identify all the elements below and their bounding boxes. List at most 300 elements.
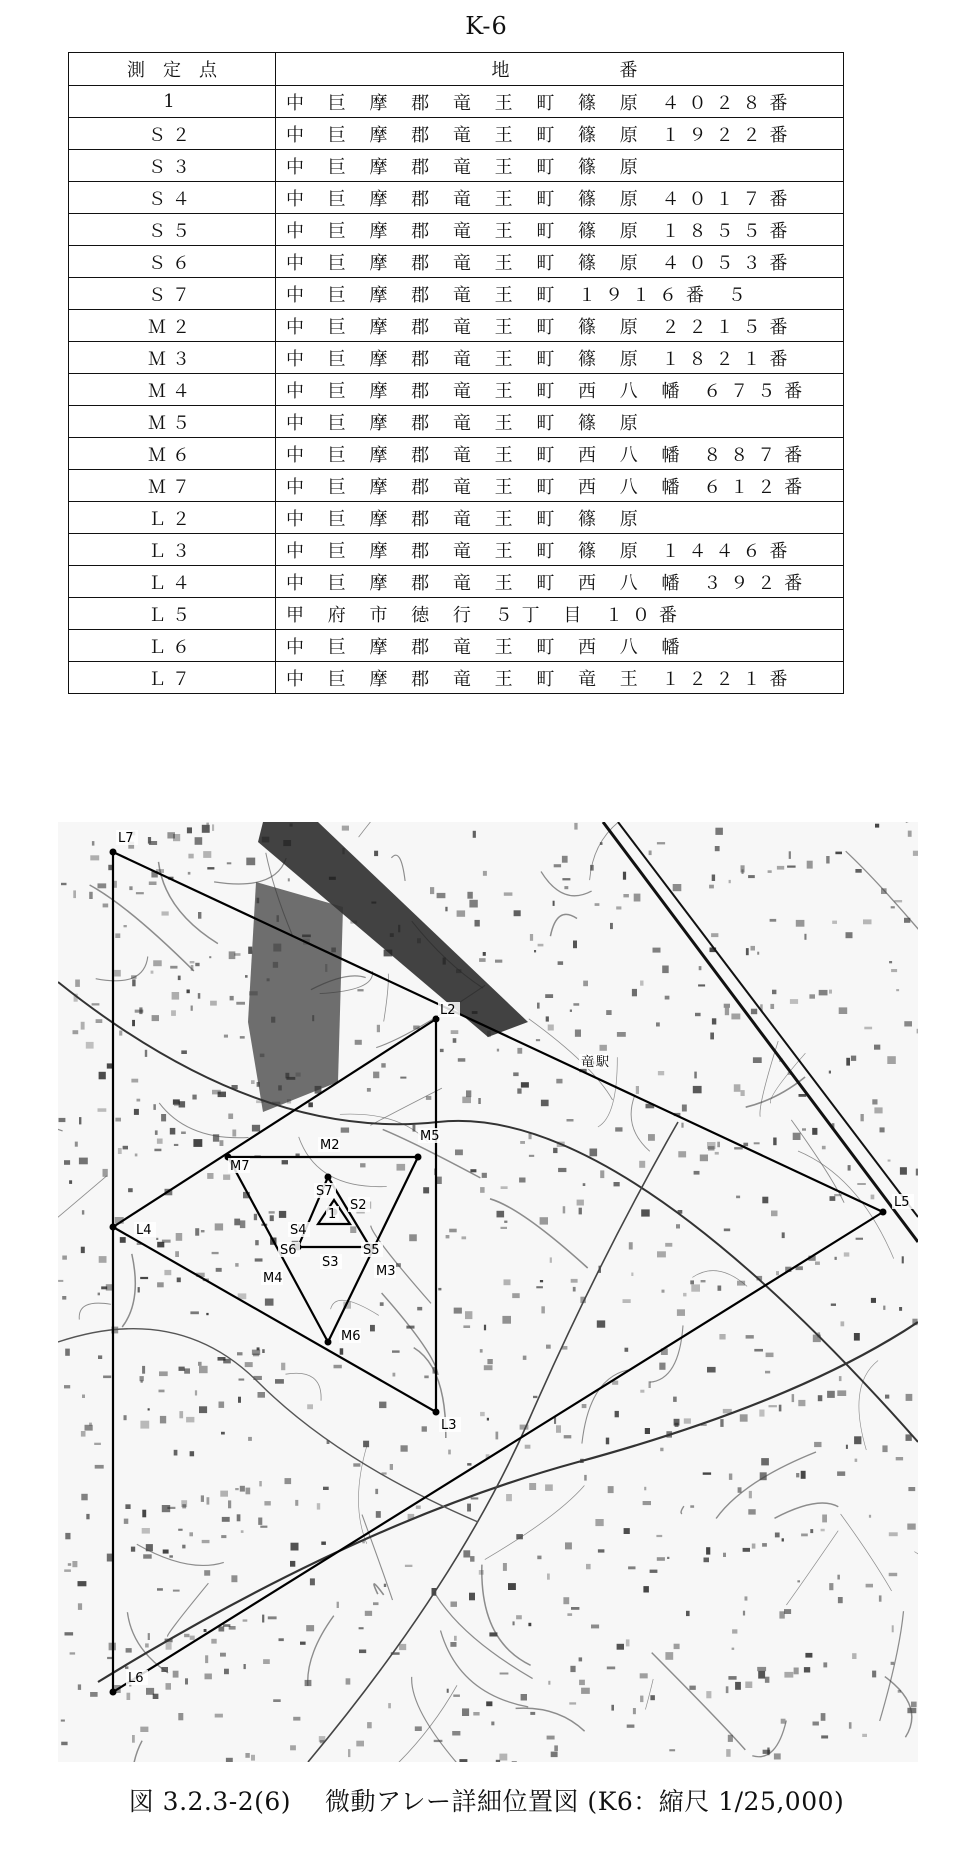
map-building	[355, 1040, 362, 1045]
point-id-cell: Ｌ２	[69, 502, 276, 534]
map-building	[706, 1547, 710, 1554]
map-building	[871, 1298, 876, 1303]
map-building	[415, 1726, 422, 1731]
map-building	[662, 1290, 665, 1293]
map-building	[743, 1143, 748, 1147]
map-building	[883, 1306, 885, 1310]
map-building	[467, 1463, 471, 1466]
map-building	[170, 966, 177, 969]
map-building	[356, 1741, 364, 1747]
map-building	[149, 841, 157, 845]
map-building	[103, 1376, 111, 1379]
map-building	[487, 1359, 492, 1364]
map-building	[574, 823, 577, 830]
point-id-cell: Ｌ４	[69, 566, 276, 598]
map-building	[821, 1529, 825, 1532]
address-cell: 中 巨 摩 郡 竜 王 町 西 八 幡 ８８７番	[276, 438, 844, 470]
map-building	[707, 1367, 716, 1373]
map-building	[120, 1237, 126, 1243]
map-building	[790, 999, 798, 1004]
map-building	[741, 1090, 745, 1096]
map-building	[142, 1528, 150, 1534]
map-building	[660, 1448, 663, 1452]
map-building	[837, 1471, 845, 1476]
map-building	[207, 1497, 210, 1504]
map-building	[222, 1517, 230, 1522]
map-building	[789, 851, 791, 859]
map-building	[896, 989, 899, 991]
map-building	[114, 970, 121, 977]
map-building	[416, 1506, 421, 1509]
map-building	[246, 858, 255, 866]
map-label-m2: M2	[320, 1138, 340, 1153]
map-building	[129, 886, 132, 890]
map-building	[807, 861, 813, 869]
map-building	[617, 1032, 626, 1037]
map-building	[64, 1385, 70, 1388]
map-building	[473, 1712, 479, 1716]
map-building	[758, 1671, 765, 1679]
map-building	[598, 1549, 605, 1552]
map-building	[732, 1629, 737, 1633]
map-building	[640, 981, 643, 986]
table-row	[69, 214, 844, 246]
map-building	[480, 1412, 485, 1416]
map-building	[837, 1575, 840, 1580]
map-building	[579, 1208, 582, 1215]
map-building	[103, 904, 109, 908]
map-building	[501, 1186, 508, 1189]
map-building	[258, 1518, 262, 1525]
map-building	[891, 906, 895, 908]
map-label-s2: S2	[350, 1198, 367, 1213]
map-building	[818, 1395, 823, 1401]
map-building	[107, 1554, 112, 1562]
map-building	[861, 1114, 864, 1121]
map-building	[179, 1367, 185, 1371]
map-building	[172, 992, 180, 1000]
map-building	[563, 1597, 569, 1604]
map-building	[148, 1633, 150, 1640]
table-row	[69, 406, 844, 438]
map-building	[161, 1114, 166, 1121]
map-building	[162, 911, 169, 915]
map-label-l5: L5	[894, 1195, 910, 1210]
map-building	[759, 1410, 764, 1417]
map-building	[479, 958, 486, 962]
map-building	[875, 824, 879, 828]
map-building	[649, 851, 652, 856]
map-building	[523, 1356, 527, 1360]
map-building	[640, 1696, 643, 1703]
map-building	[207, 1173, 213, 1179]
map-building	[731, 1014, 740, 1020]
map-building	[827, 1391, 835, 1398]
map-building	[855, 869, 861, 873]
map-building	[691, 1284, 700, 1291]
map-building	[822, 1515, 827, 1523]
map-building	[829, 1071, 831, 1074]
map-building	[662, 966, 669, 974]
map-building	[906, 1394, 913, 1401]
map-building	[463, 1325, 470, 1328]
map-building	[348, 1749, 350, 1757]
map-building	[59, 1118, 66, 1122]
map-building	[665, 996, 670, 1000]
map-building	[148, 1408, 150, 1410]
map-building	[467, 1504, 471, 1512]
map-building	[237, 1352, 243, 1355]
map-building	[68, 1563, 71, 1566]
map-building	[98, 1108, 107, 1112]
map-building	[212, 1252, 219, 1254]
map-svg	[58, 822, 918, 1762]
address-cell: 中 巨 摩 郡 竜 王 町 篠 原 ２２１５番	[276, 310, 844, 342]
map-building	[99, 1256, 107, 1263]
map-building	[837, 1390, 846, 1396]
map-building	[567, 1613, 572, 1616]
table-row	[69, 278, 844, 310]
map-building	[804, 1667, 810, 1672]
map-building	[636, 1086, 639, 1094]
map-building	[224, 1035, 228, 1038]
map-building	[455, 1150, 463, 1156]
map-building	[238, 1397, 241, 1403]
map-building	[482, 1173, 487, 1178]
map-building	[206, 823, 209, 829]
map-building	[448, 1450, 451, 1455]
map-building	[626, 1639, 630, 1646]
map-building	[375, 1489, 378, 1494]
map-building	[445, 907, 447, 912]
map-building	[648, 1134, 655, 1141]
map-building	[229, 951, 236, 959]
map-building	[656, 1535, 662, 1537]
map-building	[245, 1362, 253, 1367]
map-building	[669, 1749, 675, 1751]
map-building	[300, 1642, 306, 1645]
point-id-cell: Ｓ６	[69, 246, 276, 278]
map-building	[141, 1380, 143, 1383]
map-building	[163, 1550, 169, 1554]
map-building	[392, 1350, 400, 1352]
map-building	[796, 920, 805, 927]
map-building	[695, 1013, 701, 1016]
map-building	[205, 1655, 208, 1663]
map-building	[281, 1363, 285, 1371]
map-building	[251, 1080, 255, 1084]
map-building	[844, 1252, 850, 1256]
map-building	[748, 875, 755, 878]
map-building	[370, 1325, 375, 1332]
address-cell: 中 巨 摩 郡 竜 王 町 篠 原 ４０５３番	[276, 246, 844, 278]
map-building	[78, 1684, 81, 1690]
map-building	[502, 1316, 511, 1324]
map-building	[658, 1071, 664, 1075]
map-building	[546, 1345, 551, 1349]
map-building	[240, 1036, 245, 1039]
map-label-l6: L6	[128, 1671, 144, 1686]
map-building	[473, 831, 476, 838]
map-building	[715, 828, 723, 835]
map-building	[766, 1353, 774, 1358]
map-building	[545, 1484, 553, 1491]
map-building	[157, 1588, 163, 1591]
map-building	[188, 872, 191, 875]
map-building	[548, 1681, 550, 1685]
point-id-cell: Ｍ６	[69, 438, 276, 470]
map-label-駅: 駅	[596, 1055, 610, 1070]
map-building	[480, 1349, 483, 1353]
map-building	[145, 1643, 149, 1647]
map-building	[191, 1006, 193, 1011]
map-building	[570, 1666, 575, 1672]
map-building	[423, 1187, 429, 1193]
map-building	[530, 934, 533, 941]
map-building	[216, 1268, 222, 1272]
map-building	[866, 1584, 873, 1588]
map-building	[712, 875, 715, 882]
map-building	[264, 1501, 270, 1505]
map-building	[762, 1543, 767, 1547]
map-building	[452, 1731, 460, 1736]
map-building	[160, 1416, 166, 1424]
map-building	[902, 1256, 904, 1263]
map-building	[447, 1689, 449, 1693]
map-building	[260, 1526, 267, 1528]
map-building	[586, 1564, 591, 1569]
map-background	[58, 822, 918, 1762]
map-building	[438, 1288, 441, 1291]
map-building	[317, 1503, 320, 1509]
map-building	[787, 866, 796, 868]
map-label-l3: L3	[441, 1418, 457, 1433]
map-building	[275, 1379, 284, 1384]
map-building	[681, 1123, 683, 1128]
map-building	[911, 1702, 917, 1708]
map-building	[573, 1003, 579, 1006]
map-building	[712, 1018, 716, 1024]
map-building	[478, 1098, 481, 1104]
map-building	[584, 1475, 587, 1481]
map-building	[615, 1127, 622, 1131]
map-building	[359, 1650, 366, 1654]
map-building	[553, 901, 555, 906]
map-building	[282, 1160, 288, 1164]
map-building	[173, 1671, 179, 1678]
map-building	[629, 1242, 633, 1249]
table-body	[69, 86, 844, 694]
map-building	[359, 1627, 364, 1629]
map-building	[360, 1163, 365, 1167]
map-building	[611, 1705, 614, 1711]
map-building	[157, 1242, 164, 1248]
map-building	[223, 1624, 230, 1627]
map-building	[205, 1674, 212, 1680]
map-building	[381, 1063, 385, 1067]
map-building	[89, 892, 93, 899]
map-building	[153, 1694, 159, 1699]
map-building	[798, 1400, 805, 1406]
map-building	[149, 882, 157, 886]
map-building	[694, 1072, 697, 1079]
map-building	[377, 1025, 380, 1032]
map-building	[801, 1471, 806, 1479]
map-building	[451, 1602, 458, 1607]
map-building	[257, 1347, 260, 1350]
map-building	[513, 1072, 518, 1076]
map-building	[508, 1583, 516, 1590]
map-building	[754, 1349, 763, 1352]
map-building	[218, 1357, 226, 1361]
map-building	[623, 894, 629, 897]
map-building	[765, 1677, 770, 1683]
point-id-cell: Ｌ３	[69, 534, 276, 566]
map-building	[458, 1058, 466, 1062]
map-building	[290, 1745, 296, 1750]
map-building	[384, 1584, 386, 1587]
map-building	[61, 1742, 67, 1746]
map-building	[745, 1596, 748, 1600]
map-building	[81, 1022, 85, 1030]
map-building	[75, 1142, 78, 1147]
header-point: 測 定 点	[69, 53, 276, 86]
array-point-marker	[415, 1154, 422, 1161]
map-building	[259, 1481, 262, 1486]
map-building	[623, 1299, 631, 1303]
map-building	[751, 1009, 757, 1015]
map-building	[244, 1664, 246, 1669]
map-building	[506, 1494, 512, 1501]
map-building	[823, 1662, 827, 1667]
array-point-marker	[433, 1409, 440, 1416]
map-building	[674, 1419, 680, 1426]
map-building	[874, 1107, 882, 1113]
map-building	[862, 1734, 867, 1737]
map-building	[307, 1404, 313, 1409]
map-building	[797, 1580, 800, 1582]
address-cell: 甲 府 市 徳 行 ５丁 目 １０番	[276, 598, 844, 630]
map-building	[904, 1021, 912, 1026]
map-building	[143, 1554, 152, 1558]
map-label-m5: M5	[420, 1129, 440, 1144]
map-label-m3: M3	[376, 1264, 396, 1279]
map-building	[813, 1722, 819, 1726]
map-building	[771, 1211, 778, 1217]
map-building	[323, 1487, 329, 1490]
map-building	[829, 990, 832, 994]
map-building	[899, 1307, 902, 1311]
map-building	[226, 1758, 233, 1762]
map-building	[741, 865, 745, 872]
map-building	[872, 1099, 877, 1104]
map-building	[715, 846, 720, 851]
location-map	[58, 822, 918, 1762]
map-building	[234, 1219, 240, 1226]
map-building	[430, 887, 434, 894]
map-building	[184, 1634, 189, 1637]
map-building	[73, 890, 76, 898]
map-building	[236, 1002, 245, 1005]
map-building	[465, 1311, 472, 1319]
map-building	[659, 1363, 665, 1370]
map-building	[554, 864, 561, 867]
map-building	[64, 1160, 70, 1165]
map-building	[913, 851, 918, 856]
point-id-cell: Ｓ２	[69, 118, 276, 150]
map-building	[400, 1077, 406, 1079]
map-building	[424, 1376, 428, 1379]
map-building	[363, 1441, 369, 1448]
map-building	[529, 1155, 534, 1157]
map-building	[373, 1072, 379, 1079]
map-building	[762, 1197, 768, 1204]
map-building	[487, 1418, 489, 1421]
map-building	[804, 934, 806, 940]
map-building	[719, 1334, 725, 1340]
map-building	[310, 1578, 315, 1585]
figure-caption: 図 3.2.3-2(6) 微動アレー詳細位置図 (K6：縮尺 1/25,000)	[128, 1787, 845, 1816]
map-building	[177, 1278, 181, 1283]
map-building	[202, 1540, 210, 1543]
map-building	[606, 1010, 611, 1015]
map-building	[700, 1155, 708, 1162]
table-row	[69, 502, 844, 534]
map-building	[634, 894, 641, 902]
map-building	[673, 1397, 677, 1402]
table-row	[69, 310, 844, 342]
map-building	[254, 1214, 257, 1220]
map-building	[262, 1615, 264, 1623]
map-building	[644, 1487, 646, 1491]
table-row	[69, 598, 844, 630]
map-building	[784, 1609, 791, 1614]
address-cell: 中 巨 摩 郡 竜 王 町 篠 原 １９２２番	[276, 118, 844, 150]
map-building	[92, 1003, 100, 1005]
map-building	[245, 1753, 249, 1758]
map-building	[230, 996, 234, 1001]
map-building	[227, 862, 232, 864]
header-address-part1: 地	[491, 60, 510, 81]
map-building	[752, 1544, 756, 1549]
map-building	[134, 1109, 139, 1115]
map-building	[75, 980, 80, 987]
map-building	[273, 1699, 281, 1702]
map-building	[483, 952, 486, 956]
map-building	[440, 1049, 444, 1052]
map-building	[573, 941, 577, 949]
map-building	[794, 1668, 799, 1675]
map-building	[204, 1629, 207, 1632]
map-label-m4: M4	[263, 1271, 283, 1286]
map-building	[519, 1178, 525, 1183]
map-building	[512, 1761, 517, 1762]
map-building	[373, 1602, 379, 1605]
map-building	[367, 1088, 371, 1092]
map-building	[547, 1574, 550, 1580]
map-building	[198, 993, 201, 999]
map-building	[550, 1257, 552, 1262]
map-building	[757, 952, 759, 955]
map-building	[564, 886, 568, 889]
map-building	[703, 1472, 711, 1474]
map-building	[390, 1464, 393, 1470]
map-building	[753, 1057, 762, 1063]
map-building	[889, 1532, 898, 1536]
map-building	[61, 1720, 65, 1722]
map-building	[504, 1279, 511, 1285]
map-building	[723, 1553, 726, 1557]
